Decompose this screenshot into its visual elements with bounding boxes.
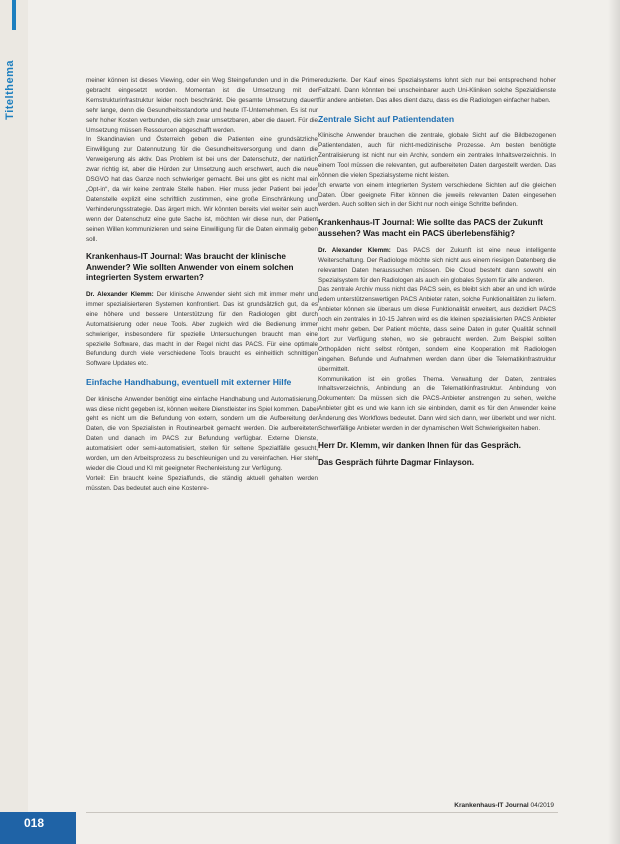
left-column bbox=[86, 76, 318, 494]
speaker-name: Dr. Alexander Klemm: bbox=[86, 291, 154, 299]
subheading: Einfache Handhabung, eventuell mit externer Hilfe bbox=[86, 377, 292, 388]
section-label: Titelthema bbox=[4, 60, 16, 120]
paragraph: In Skandinavien und Österreich geben die Patienten eine grundsätzliche Einwilligung zur Datennutzung für die Gesundheitsversorgung und dann die Verweigerung als aktiv. Das Problem ist bei uns der Datenschutz, der natürlich zwar richtig ist, aber die Hürden zur Umsetzung auch erschwert, auch die neue DSGVO hat das Ganze noch schwieriger gemacht. Bei uns gibt es nicht mal ein „Opt-in“, da wir keine zentrale Stelle haben. Hier muss jeder Patient bei jeder Datenstelle explizit eine schriftlich zustimmen, eine große Einschränkung und Verhinderungsstrategie. Das ärgert mich. Wir könnten bereits viel weiter sein auch wenn der Datenschutz eine gute Sache ist, möchten wir diese nun, der Patient seinen Willen kommunizieren und seine Einwilligung für die Daten einmalig geben soll. bbox=[86, 136, 318, 243]
section-tab bbox=[0, 0, 28, 812]
paragraph: meiner können ist dieses Viewing, oder ein Weg Steingefunden und in die Prime gebracht eingesetzt worden. Momentan ist die Umsetzung mit der Kernstrukturinfrastruktur leider noch beschränkt. Die gesamte Umsetzung dauert sehr lange, denn die Gesundheitsstandorte und heute IT-Unternehmen. Es ist nur sehr hoher Kosten verbunden, die sich zwar umsetzbaren, aber die dauert. Für die Umsetzung müssen Ressourcen abgeschafft werden. bbox=[86, 77, 318, 134]
right-column bbox=[318, 76, 556, 468]
journal-name: Krankenhaus-IT Journal bbox=[454, 802, 529, 809]
journal-issue: 04/2019 bbox=[528, 802, 554, 809]
subheading: Zentrale Sicht auf Patientendaten bbox=[318, 113, 455, 124]
answer-text: Der klinische Anwender sieht sich mit immer mehr und immer spezialisierteren Systemen konfrontiert. Das ist grundsätzlich gut, da es eine höhere und bessere Unterstützung für den Radiologen gibt durch Automatisierung oder neue Tools. Aber zugleich wird die Bedienung immer schwieriger, insbesondere für spezielle Untersuchungen braucht man eine spezielle Software, das macht in der Regel nicht das PACS. Für eine optimale Befundung durch viele verschiedene Tools braucht es einheitlich schnittigen Software Updates etc. bbox=[86, 291, 318, 368]
paragraph: Der klinische Anwender benötigt eine einfache Handhabung und Automatisierung, was diese nicht gegeben ist, können weitere Dienstleister ins Spiel kommen. Dabei geht es nicht um die Befundung von extern, sondern um die Aufbereitung der Daten, die von Spezialisten in Routinearbeit gemacht werden. Die aufbereiteten Daten und danach im PACS zur Befundung verfügbar. Externe Dienste, automatisiert oder semi-automatisiert, stellen für seltene Spezialfälle gesucht, worden, um den Arbeitsprozess zu beschleunigen und zu vereinfachen. Hier steht wieder die Cloud und KI mit geeigneter Rechenleistung zur Verfügung. bbox=[86, 395, 318, 473]
paragraph: reduzierte. Der Kauf eines Spezialsystems lohnt sich nur bei entsprechend hoher Fallzahl. Dann könnten bei unscheinbarer auch Uni-Kliniken solche Spezialdienste für andere anbieten. Das alles dient dazu, dass es die Radiologen einfacher haben. bbox=[318, 77, 556, 104]
journal-footer bbox=[454, 802, 554, 809]
answer-paragraph bbox=[318, 246, 556, 286]
interviewer-credit: Das Gespräch führte Dagmar Finlayson. bbox=[318, 458, 475, 467]
paragraph: Ich erwarte von einem integrierten System verschiedene Sichten auf die gleichen Daten. Über geeignete Filter können die jeweils relevanten Daten eingesehen werden. Auch sollten sich in der Sicht nur noch einige Schritte befinden. bbox=[318, 181, 556, 209]
interview-question: Krankenhaus-IT Journal: Was braucht der klinische Anwender? Wie sollten Anwender von einem solchen integrierten System erwarten? bbox=[86, 252, 294, 282]
speaker-name: Dr. Alexander Klemm: bbox=[318, 246, 391, 254]
answer-paragraph bbox=[86, 290, 318, 369]
paragraph: Das zentrale Archiv muss nicht das PACS sein, es bleibt sich aber an und ich würde jedem unterstützenswertigen PACS Anbieter raten, solche Funktionalitäten zu liefern. Anbieter können sie überaus um diese Funktionalität erweitert, aus dezidiert PACS noch ein zentrales in 10-15 Jahren wird es die kleinen spezialisierten PACS Anbieter nicht mehr geben. Der Patient möchte, dass seine Daten in guter Qualität schnell dort zur Verfügung stehen, wo sie gebraucht werden. Zum Beispiel sollten Orthopäden nicht selbst röntgen, sondern eine Kooperation mit Radiologen eingehen. Befunde und Aufnahmen werden dann über die Telematikinfrastruktur übermittelt. bbox=[318, 286, 556, 373]
answer-text: Das PACS der Zukunft ist eine neue intelligente Weiterschaltung. Der Radiologe möchte sich nicht aus einem riesigen Datenberg die relevanten Daten heraussuchen müssen. Die Cloud besteht dann sowohl ein Spezialsystem für den Radiologen als auch ein globales System für alle anderen. bbox=[318, 246, 556, 284]
interview-question: Krankenhaus-IT Journal: Wie sollte das PACS der Zukunft aussehen? Was macht ein PACS überlebensfähig? bbox=[318, 218, 543, 238]
paragraph: Vorteil: Ein braucht keine Spezialfunds, die ständig aktuell gehalten werden müssten. Das bedeutet auch eine Kostenre- bbox=[86, 474, 318, 492]
paragraph: Kommunikation ist ein großes Thema. Verwaltung der Daten, zentrales Inhaltsverzeichnis, Anbindung an die Telematikinfrastruktur. Anbindung von Dokumenten: Da müssen sich die PACS-Anbieter anstrengen zu sehen, welche Anbieter gibt es und wie kann ich sie einbinden, damit es für den Anwender keine Änderung des Workflows bedeutet. Dann wird sich dann, wer überlebt und wer nicht. Schwerfällige Anbieter werden in der dynamischen Welt Schwierigkeiten haben. bbox=[318, 375, 556, 433]
footer-divider bbox=[86, 812, 558, 813]
closing-thanks: Herr Dr. Klemm, wir danken Ihnen für das Gespräch. bbox=[318, 441, 521, 450]
page-number: 018 bbox=[24, 816, 45, 830]
paragraph: Klinische Anwender brauchen die zentrale, globale Sicht auf die Bildbezogenen Patientendaten, auch für nicht-medizinische Prozesse. Am besten benötigte Zentralisierung ist nicht nur ein Archiv, sondern ein zentrales Inhaltsverzeichnis. In einem Tool müssen die relevanten, gut aufbereiteten Daten dargestellt werden. Das können die vielen Spezialsysteme nicht leisten. bbox=[318, 132, 556, 179]
